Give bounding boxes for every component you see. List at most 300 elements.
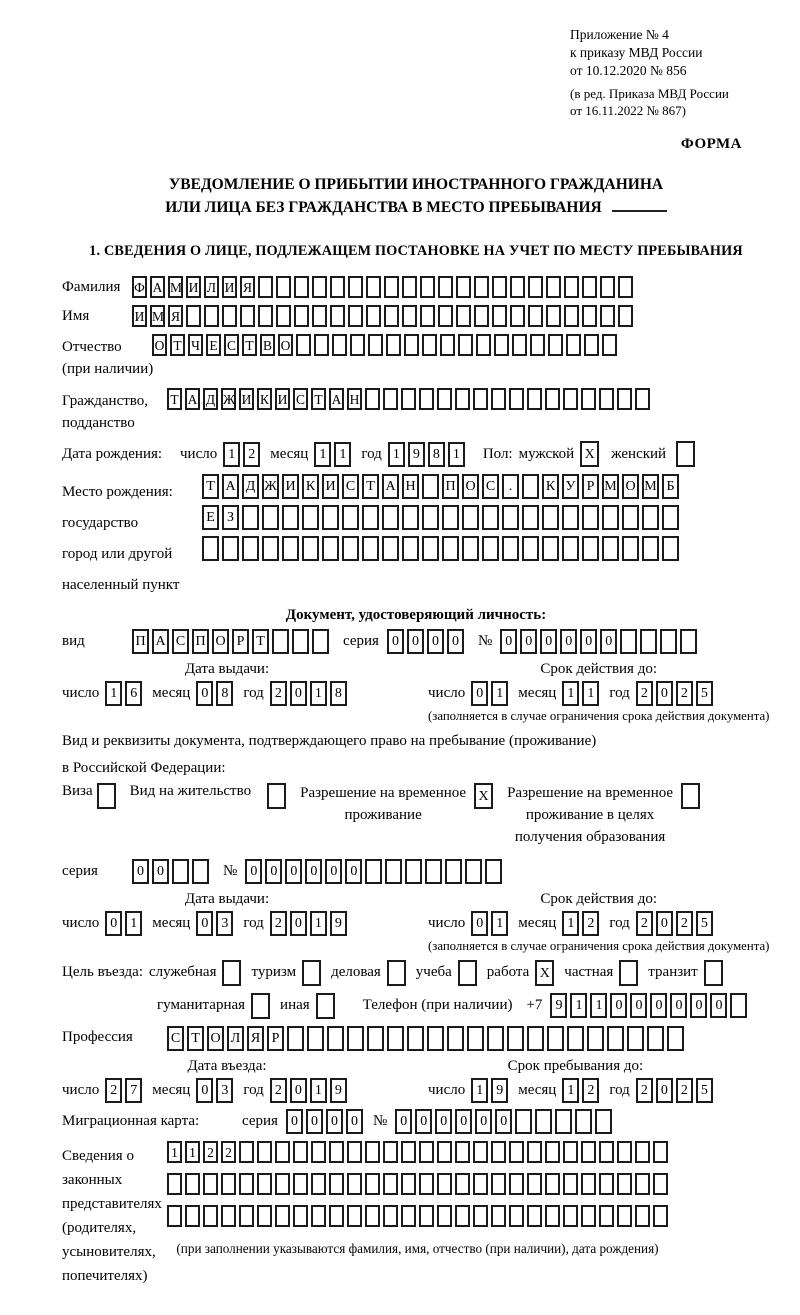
char-box[interactable] bbox=[287, 1026, 304, 1051]
char-box[interactable] bbox=[272, 629, 289, 654]
char-box[interactable] bbox=[622, 505, 639, 530]
char-box[interactable] bbox=[509, 1173, 524, 1195]
char-box[interactable] bbox=[282, 536, 299, 561]
char-box[interactable] bbox=[387, 960, 406, 986]
char-box[interactable]: 0 bbox=[245, 859, 262, 884]
char-box[interactable] bbox=[419, 1141, 434, 1163]
char-box[interactable] bbox=[222, 305, 237, 327]
char-box[interactable] bbox=[582, 505, 599, 530]
char-box[interactable] bbox=[239, 1205, 254, 1227]
char-box[interactable] bbox=[330, 305, 345, 327]
char-box[interactable] bbox=[383, 1141, 398, 1163]
char-box[interactable] bbox=[327, 1026, 344, 1051]
char-box[interactable] bbox=[422, 536, 439, 561]
char-box[interactable] bbox=[617, 1205, 632, 1227]
char-box[interactable] bbox=[545, 1205, 560, 1227]
char-box[interactable]: 0 bbox=[196, 911, 213, 936]
char-box[interactable]: М bbox=[150, 305, 165, 327]
char-box[interactable] bbox=[192, 859, 209, 884]
char-box[interactable] bbox=[602, 505, 619, 530]
char-box[interactable] bbox=[257, 1205, 272, 1227]
char-box[interactable]: Т bbox=[170, 334, 185, 356]
char-box[interactable]: 1 bbox=[590, 993, 607, 1018]
char-box[interactable]: 0 bbox=[285, 859, 302, 884]
char-box[interactable]: 6 bbox=[125, 681, 142, 706]
char-box[interactable] bbox=[542, 505, 559, 530]
char-box[interactable] bbox=[627, 1026, 644, 1051]
char-box[interactable] bbox=[221, 1173, 236, 1195]
char-box[interactable]: 1 bbox=[310, 681, 327, 706]
char-box[interactable] bbox=[467, 1026, 484, 1051]
char-box[interactable] bbox=[487, 1026, 504, 1051]
char-box[interactable]: Т bbox=[311, 388, 326, 410]
char-box[interactable] bbox=[186, 305, 201, 327]
char-box[interactable] bbox=[527, 1026, 544, 1051]
char-box[interactable] bbox=[680, 629, 697, 654]
char-box[interactable] bbox=[476, 334, 491, 356]
char-box[interactable] bbox=[582, 305, 597, 327]
char-box[interactable]: 2 bbox=[270, 911, 287, 936]
char-box[interactable] bbox=[546, 305, 561, 327]
char-box[interactable] bbox=[404, 334, 419, 356]
char-box[interactable]: Ч bbox=[188, 334, 203, 356]
char-box[interactable] bbox=[662, 536, 679, 561]
char-box[interactable] bbox=[587, 1026, 604, 1051]
char-box[interactable]: С bbox=[224, 334, 239, 356]
char-box[interactable]: 0 bbox=[656, 681, 673, 706]
char-box[interactable]: А bbox=[185, 388, 200, 410]
char-box[interactable] bbox=[172, 859, 189, 884]
char-box[interactable] bbox=[465, 859, 482, 884]
char-box[interactable] bbox=[350, 334, 365, 356]
char-box[interactable] bbox=[567, 1026, 584, 1051]
char-box[interactable]: М bbox=[602, 474, 619, 499]
char-box[interactable] bbox=[348, 305, 363, 327]
char-box[interactable]: 2 bbox=[676, 681, 693, 706]
char-box[interactable]: 0 bbox=[690, 993, 707, 1018]
char-box[interactable] bbox=[566, 334, 581, 356]
char-box[interactable] bbox=[329, 1173, 344, 1195]
char-box[interactable] bbox=[347, 1173, 362, 1195]
char-box[interactable] bbox=[527, 1205, 542, 1227]
char-box[interactable] bbox=[383, 388, 398, 410]
char-box[interactable] bbox=[491, 1205, 506, 1227]
char-box[interactable]: 0 bbox=[265, 859, 282, 884]
char-box[interactable] bbox=[294, 305, 309, 327]
char-box[interactable] bbox=[582, 536, 599, 561]
char-box[interactable]: 2 bbox=[105, 1078, 122, 1103]
char-box[interactable]: 0 bbox=[346, 1109, 363, 1134]
char-box[interactable]: С bbox=[167, 1026, 184, 1051]
char-box[interactable] bbox=[492, 276, 507, 298]
char-box[interactable] bbox=[311, 1173, 326, 1195]
char-box[interactable] bbox=[427, 1026, 444, 1051]
char-box[interactable] bbox=[704, 960, 723, 986]
char-box[interactable] bbox=[600, 276, 615, 298]
char-box[interactable] bbox=[564, 276, 579, 298]
char-box[interactable]: X bbox=[580, 441, 599, 467]
char-box[interactable] bbox=[167, 1173, 182, 1195]
char-box[interactable] bbox=[322, 505, 339, 530]
char-box[interactable] bbox=[275, 1173, 290, 1195]
char-box[interactable]: Т bbox=[187, 1026, 204, 1051]
char-box[interactable]: И bbox=[132, 305, 147, 327]
char-box[interactable] bbox=[384, 305, 399, 327]
char-box[interactable] bbox=[522, 505, 539, 530]
char-box[interactable] bbox=[509, 1205, 524, 1227]
char-box[interactable] bbox=[240, 305, 255, 327]
char-box[interactable]: О bbox=[207, 1026, 224, 1051]
char-box[interactable] bbox=[316, 993, 335, 1019]
char-box[interactable] bbox=[282, 505, 299, 530]
char-box[interactable] bbox=[562, 536, 579, 561]
char-box[interactable] bbox=[635, 1141, 650, 1163]
char-box[interactable] bbox=[522, 536, 539, 561]
char-box[interactable] bbox=[653, 1141, 668, 1163]
char-box[interactable] bbox=[401, 388, 416, 410]
char-box[interactable] bbox=[620, 629, 637, 654]
char-box[interactable]: С bbox=[342, 474, 359, 499]
char-box[interactable]: О bbox=[278, 334, 293, 356]
char-box[interactable]: 1 bbox=[562, 1078, 579, 1103]
char-box[interactable] bbox=[502, 505, 519, 530]
char-box[interactable] bbox=[502, 536, 519, 561]
char-box[interactable] bbox=[401, 1141, 416, 1163]
char-box[interactable]: С bbox=[482, 474, 499, 499]
char-box[interactable] bbox=[617, 1173, 632, 1195]
char-box[interactable]: 0 bbox=[710, 993, 727, 1018]
char-box[interactable] bbox=[494, 334, 509, 356]
char-box[interactable] bbox=[312, 629, 329, 654]
char-box[interactable]: Е bbox=[206, 334, 221, 356]
char-box[interactable]: 0 bbox=[345, 859, 362, 884]
char-box[interactable]: 0 bbox=[132, 859, 149, 884]
char-box[interactable]: 1 bbox=[314, 442, 331, 467]
char-box[interactable] bbox=[185, 1205, 200, 1227]
char-box[interactable]: И bbox=[239, 388, 254, 410]
char-box[interactable]: 1 bbox=[562, 911, 579, 936]
char-box[interactable]: 9 bbox=[491, 1078, 508, 1103]
char-box[interactable] bbox=[221, 1205, 236, 1227]
char-box[interactable] bbox=[635, 1173, 650, 1195]
char-box[interactable]: 2 bbox=[676, 911, 693, 936]
char-box[interactable]: Н bbox=[402, 474, 419, 499]
char-box[interactable]: А bbox=[382, 474, 399, 499]
char-box[interactable] bbox=[635, 1205, 650, 1227]
char-box[interactable] bbox=[362, 536, 379, 561]
char-box[interactable] bbox=[563, 1173, 578, 1195]
char-box[interactable] bbox=[535, 1109, 552, 1134]
char-box[interactable] bbox=[405, 859, 422, 884]
char-box[interactable] bbox=[293, 1141, 308, 1163]
char-box[interactable] bbox=[329, 1141, 344, 1163]
char-box[interactable] bbox=[293, 1205, 308, 1227]
char-box[interactable] bbox=[455, 1173, 470, 1195]
char-box[interactable] bbox=[462, 505, 479, 530]
char-box[interactable] bbox=[239, 1141, 254, 1163]
char-box[interactable] bbox=[293, 1173, 308, 1195]
char-box[interactable] bbox=[330, 276, 345, 298]
char-box[interactable] bbox=[202, 536, 219, 561]
char-box[interactable] bbox=[599, 388, 614, 410]
char-box[interactable]: И bbox=[222, 276, 237, 298]
char-box[interactable]: 0 bbox=[610, 993, 627, 1018]
char-box[interactable] bbox=[491, 1141, 506, 1163]
char-box[interactable]: Т bbox=[252, 629, 269, 654]
char-box[interactable]: 0 bbox=[290, 681, 307, 706]
char-box[interactable] bbox=[582, 276, 597, 298]
char-box[interactable] bbox=[445, 859, 462, 884]
char-box[interactable] bbox=[311, 1205, 326, 1227]
char-box[interactable] bbox=[617, 1141, 632, 1163]
char-box[interactable] bbox=[455, 1141, 470, 1163]
char-box[interactable] bbox=[545, 1141, 560, 1163]
char-box[interactable]: 0 bbox=[600, 629, 617, 654]
char-box[interactable]: Я bbox=[247, 1026, 264, 1051]
char-box[interactable] bbox=[522, 474, 539, 499]
char-box[interactable]: К bbox=[302, 474, 319, 499]
char-box[interactable] bbox=[382, 505, 399, 530]
char-box[interactable]: И bbox=[186, 276, 201, 298]
char-box[interactable]: 1 bbox=[491, 681, 508, 706]
char-box[interactable] bbox=[473, 1141, 488, 1163]
char-box[interactable] bbox=[456, 305, 471, 327]
char-box[interactable] bbox=[422, 474, 439, 499]
char-box[interactable] bbox=[509, 1141, 524, 1163]
char-box[interactable]: О bbox=[152, 334, 167, 356]
char-box[interactable] bbox=[527, 1173, 542, 1195]
char-box[interactable]: Е bbox=[202, 505, 219, 530]
char-box[interactable]: 0 bbox=[656, 911, 673, 936]
char-box[interactable] bbox=[581, 1141, 596, 1163]
char-box[interactable] bbox=[365, 1173, 380, 1195]
char-box[interactable]: 0 bbox=[520, 629, 537, 654]
char-box[interactable] bbox=[425, 859, 442, 884]
char-box[interactable] bbox=[402, 276, 417, 298]
char-box[interactable]: 9 bbox=[408, 442, 425, 467]
char-box[interactable] bbox=[545, 1173, 560, 1195]
char-box[interactable] bbox=[528, 305, 543, 327]
char-box[interactable] bbox=[581, 1205, 596, 1227]
char-box[interactable]: 3 bbox=[216, 1078, 233, 1103]
char-box[interactable] bbox=[365, 859, 382, 884]
char-box[interactable]: 9 bbox=[550, 993, 567, 1018]
char-box[interactable] bbox=[618, 276, 633, 298]
char-box[interactable]: 2 bbox=[636, 1078, 653, 1103]
char-box[interactable]: 5 bbox=[696, 1078, 713, 1103]
char-box[interactable] bbox=[730, 993, 747, 1018]
char-box[interactable] bbox=[402, 305, 417, 327]
char-box[interactable]: Л bbox=[227, 1026, 244, 1051]
char-box[interactable] bbox=[312, 305, 327, 327]
char-box[interactable]: М bbox=[642, 474, 659, 499]
char-box[interactable]: 0 bbox=[495, 1109, 512, 1134]
char-box[interactable] bbox=[635, 388, 650, 410]
char-box[interactable]: 0 bbox=[306, 1109, 323, 1134]
char-box[interactable] bbox=[347, 1026, 364, 1051]
char-box[interactable]: А bbox=[152, 629, 169, 654]
char-box[interactable] bbox=[595, 1109, 612, 1134]
char-box[interactable] bbox=[387, 1026, 404, 1051]
char-box[interactable] bbox=[382, 536, 399, 561]
char-box[interactable]: З bbox=[222, 505, 239, 530]
char-box[interactable]: 1 bbox=[491, 911, 508, 936]
char-box[interactable]: П bbox=[442, 474, 459, 499]
char-box[interactable]: 0 bbox=[387, 629, 404, 654]
char-box[interactable] bbox=[275, 1141, 290, 1163]
char-box[interactable] bbox=[515, 1109, 532, 1134]
char-box[interactable]: X bbox=[474, 783, 493, 809]
char-box[interactable] bbox=[347, 1205, 362, 1227]
char-box[interactable]: 9 bbox=[330, 1078, 347, 1103]
char-box[interactable] bbox=[294, 276, 309, 298]
char-box[interactable] bbox=[420, 305, 435, 327]
char-box[interactable] bbox=[607, 1026, 624, 1051]
char-box[interactable] bbox=[653, 1205, 668, 1227]
char-box[interactable]: 0 bbox=[325, 859, 342, 884]
char-box[interactable] bbox=[257, 1173, 272, 1195]
char-box[interactable] bbox=[203, 1205, 218, 1227]
char-box[interactable] bbox=[581, 1173, 596, 1195]
char-box[interactable] bbox=[662, 505, 679, 530]
char-box[interactable] bbox=[542, 536, 559, 561]
char-box[interactable]: М bbox=[168, 276, 183, 298]
char-box[interactable] bbox=[442, 505, 459, 530]
char-box[interactable] bbox=[222, 960, 241, 986]
char-box[interactable]: 0 bbox=[500, 629, 517, 654]
char-box[interactable] bbox=[422, 505, 439, 530]
char-box[interactable] bbox=[642, 505, 659, 530]
char-box[interactable]: П bbox=[132, 629, 149, 654]
char-box[interactable] bbox=[292, 629, 309, 654]
char-box[interactable]: К bbox=[257, 388, 272, 410]
char-box[interactable]: 1 bbox=[562, 681, 579, 706]
char-box[interactable] bbox=[528, 276, 543, 298]
char-box[interactable] bbox=[563, 388, 578, 410]
char-box[interactable] bbox=[383, 1173, 398, 1195]
char-box[interactable]: 9 bbox=[330, 911, 347, 936]
char-box[interactable]: 1 bbox=[334, 442, 351, 467]
char-box[interactable] bbox=[401, 1173, 416, 1195]
char-box[interactable]: 2 bbox=[582, 911, 599, 936]
char-box[interactable]: В bbox=[260, 334, 275, 356]
char-box[interactable]: 0 bbox=[152, 859, 169, 884]
char-box[interactable]: 2 bbox=[203, 1141, 218, 1163]
char-box[interactable]: 0 bbox=[395, 1109, 412, 1134]
char-box[interactable] bbox=[204, 305, 219, 327]
char-box[interactable] bbox=[314, 334, 329, 356]
char-box[interactable] bbox=[660, 629, 677, 654]
char-box[interactable]: Д bbox=[242, 474, 259, 499]
char-box[interactable]: О bbox=[622, 474, 639, 499]
char-box[interactable] bbox=[422, 334, 437, 356]
char-box[interactable] bbox=[407, 1026, 424, 1051]
char-box[interactable]: 2 bbox=[221, 1141, 236, 1163]
char-box[interactable] bbox=[619, 960, 638, 986]
char-box[interactable] bbox=[509, 388, 524, 410]
char-box[interactable]: 2 bbox=[270, 681, 287, 706]
char-box[interactable] bbox=[368, 334, 383, 356]
char-box[interactable] bbox=[365, 388, 380, 410]
char-box[interactable] bbox=[599, 1205, 614, 1227]
char-box[interactable]: 5 bbox=[696, 911, 713, 936]
char-box[interactable]: И bbox=[282, 474, 299, 499]
char-box[interactable] bbox=[473, 1205, 488, 1227]
char-box[interactable]: 2 bbox=[270, 1078, 287, 1103]
char-box[interactable] bbox=[402, 536, 419, 561]
char-box[interactable] bbox=[386, 334, 401, 356]
char-box[interactable] bbox=[530, 334, 545, 356]
char-box[interactable]: О bbox=[212, 629, 229, 654]
char-box[interactable]: 0 bbox=[630, 993, 647, 1018]
char-box[interactable] bbox=[367, 1026, 384, 1051]
char-box[interactable] bbox=[348, 276, 363, 298]
char-box[interactable] bbox=[442, 536, 459, 561]
char-box[interactable] bbox=[239, 1173, 254, 1195]
char-box[interactable]: 2 bbox=[676, 1078, 693, 1103]
char-box[interactable]: 8 bbox=[216, 681, 233, 706]
char-box[interactable]: 0 bbox=[471, 681, 488, 706]
char-box[interactable] bbox=[458, 960, 477, 986]
char-box[interactable] bbox=[97, 783, 116, 809]
char-box[interactable] bbox=[262, 505, 279, 530]
char-box[interactable]: 0 bbox=[415, 1109, 432, 1134]
char-box[interactable]: X bbox=[535, 960, 554, 986]
char-box[interactable]: П bbox=[192, 629, 209, 654]
char-box[interactable]: . bbox=[502, 474, 519, 499]
char-box[interactable] bbox=[581, 388, 596, 410]
char-box[interactable] bbox=[555, 1109, 572, 1134]
char-box[interactable]: Р bbox=[232, 629, 249, 654]
char-box[interactable] bbox=[440, 334, 455, 356]
char-box[interactable]: С bbox=[172, 629, 189, 654]
char-box[interactable] bbox=[546, 276, 561, 298]
char-box[interactable]: 0 bbox=[475, 1109, 492, 1134]
char-box[interactable] bbox=[474, 276, 489, 298]
char-box[interactable] bbox=[545, 388, 560, 410]
char-box[interactable]: 1 bbox=[125, 911, 142, 936]
char-box[interactable] bbox=[602, 536, 619, 561]
char-box[interactable]: И bbox=[275, 388, 290, 410]
char-box[interactable]: 2 bbox=[582, 1078, 599, 1103]
char-box[interactable] bbox=[527, 388, 542, 410]
char-box[interactable] bbox=[203, 1173, 218, 1195]
char-box[interactable] bbox=[438, 305, 453, 327]
char-box[interactable] bbox=[258, 276, 273, 298]
char-box[interactable] bbox=[365, 1205, 380, 1227]
char-box[interactable] bbox=[602, 334, 617, 356]
char-box[interactable] bbox=[242, 536, 259, 561]
char-box[interactable]: 0 bbox=[435, 1109, 452, 1134]
char-box[interactable]: 1 bbox=[582, 681, 599, 706]
char-box[interactable] bbox=[564, 305, 579, 327]
char-box[interactable] bbox=[222, 536, 239, 561]
char-box[interactable] bbox=[510, 276, 525, 298]
char-box[interactable] bbox=[185, 1173, 200, 1195]
char-box[interactable] bbox=[322, 536, 339, 561]
char-box[interactable]: Я bbox=[240, 276, 255, 298]
char-box[interactable] bbox=[311, 1141, 326, 1163]
char-box[interactable] bbox=[485, 859, 502, 884]
char-box[interactable] bbox=[267, 783, 286, 809]
char-box[interactable]: 2 bbox=[636, 911, 653, 936]
char-box[interactable] bbox=[342, 536, 359, 561]
char-box[interactable] bbox=[401, 1205, 416, 1227]
char-box[interactable] bbox=[512, 334, 527, 356]
char-box[interactable] bbox=[342, 505, 359, 530]
char-box[interactable]: О bbox=[462, 474, 479, 499]
char-box[interactable] bbox=[618, 305, 633, 327]
